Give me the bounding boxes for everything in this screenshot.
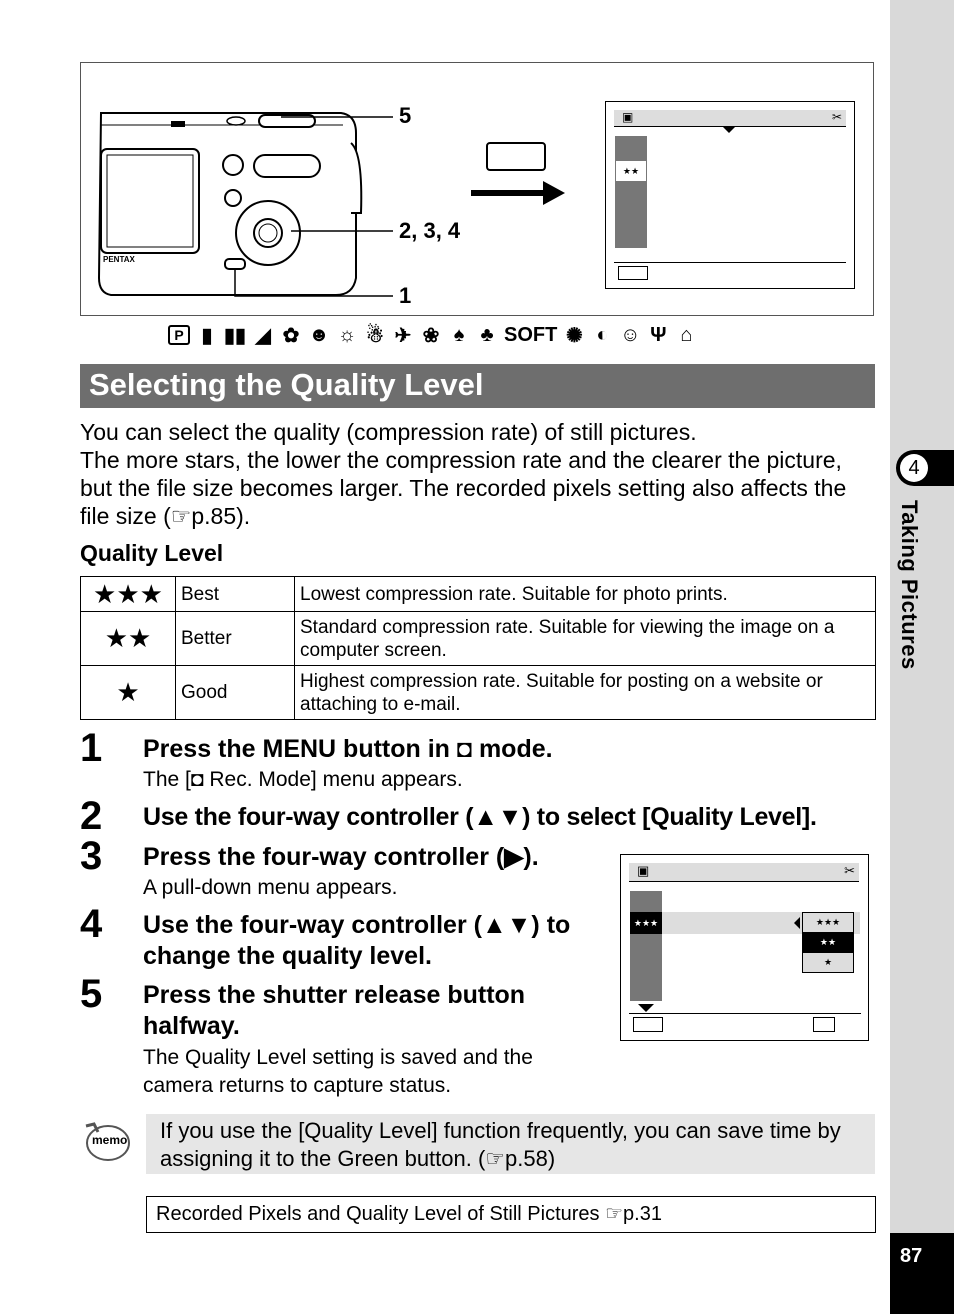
- camera-icon: ▣: [637, 863, 650, 878]
- stars-cell: ★★: [81, 612, 176, 666]
- reference-text: Recorded Pixels and Quality Level of Still Pictures ☞p.31: [156, 1203, 662, 1225]
- mode-icon: ✈: [394, 324, 412, 347]
- mode-icon: ✿: [282, 324, 300, 347]
- mode-icon: ▮▮: [224, 324, 247, 347]
- mode-icon: Ψ: [650, 323, 667, 346]
- intro-paragraph: [80, 418, 880, 530]
- mode-icon: P: [168, 325, 190, 345]
- setup-icon: ✂: [844, 863, 855, 878]
- name-cell: Better: [176, 612, 295, 666]
- step-5-number: 5: [80, 972, 103, 1016]
- step-3-text: Press the four-way controller (▶).: [143, 843, 539, 871]
- mode-icon: ◐: [596, 323, 609, 346]
- step-5-text: Press the shutter release button halfway.: [143, 981, 526, 1040]
- camera-icon: ▣: [622, 110, 634, 124]
- chapter-number-tab: [896, 450, 954, 486]
- step-2-text: Use the four-way controller (▲▼) to select [Quality Level].: [143, 803, 817, 831]
- mode-icon: ⌂: [680, 323, 693, 346]
- mode-icons-row: [168, 320, 874, 350]
- quality-option-1: ★: [802, 952, 854, 973]
- menu-screen-2-current: ★★★: [630, 912, 662, 934]
- menu-screen-2-button-right: [813, 1017, 835, 1032]
- step-3-number: 3: [80, 834, 103, 878]
- mode-icon: ✺: [565, 324, 583, 347]
- camera-illustration: [80, 62, 874, 316]
- table-row: [81, 612, 876, 666]
- mode-icon: SOFT: [504, 323, 558, 346]
- menu-screen-2-titlebar: [629, 863, 859, 882]
- menu-screen-1: [605, 101, 855, 289]
- mode-icon: ☼: [337, 323, 357, 346]
- mode-icon: ☻: [308, 323, 330, 346]
- mode-icon: ☺: [620, 323, 641, 346]
- mode-icon: ▮: [201, 324, 213, 347]
- menu-screen-2: [620, 854, 869, 1041]
- callout-5: 5: [399, 103, 412, 128]
- stars-cell: ★: [81, 666, 176, 720]
- callout-1: 1: [399, 283, 412, 308]
- memo-text: If you use the [Quality Level] function frequently, you can save time by assigning it to the Green button. (☞p.58): [160, 1118, 841, 1171]
- section-heading-bar: [80, 364, 875, 408]
- name-cell: Best: [176, 577, 295, 612]
- callout-2-3-4: 2, 3, 4: [399, 218, 461, 243]
- mode-icon: ❀: [422, 324, 440, 347]
- pentax-brand-text: PENTAX: [103, 255, 135, 264]
- mode-icon: ♣: [480, 323, 494, 346]
- quality-option-2: ★★: [802, 932, 854, 953]
- menu-screen-1-titlebar: [614, 110, 846, 127]
- step-4-number: 4: [80, 902, 103, 946]
- step-5-sub: The Quality Level setting is saved and the camera returns to capture status.: [143, 1046, 533, 1097]
- menu-screen-2-sidebar: [630, 891, 662, 1001]
- reference-box: [146, 1196, 876, 1233]
- quality-option-3: ★★★: [802, 912, 854, 933]
- menu-screen-2-button-left: [633, 1017, 663, 1032]
- quality-level-title: Quality Level: [80, 540, 224, 566]
- stars-cell: ★★★: [81, 577, 176, 612]
- down-arrow-icon: [722, 126, 736, 133]
- step-2-number: 2: [80, 794, 103, 838]
- chapter-title: [884, 500, 934, 700]
- intro-line-1: You can select the quality (compression rate) of still pictures.: [80, 419, 697, 445]
- menu-screen-1-button: [618, 266, 648, 280]
- memo-icon-label: memo: [92, 1133, 128, 1147]
- left-arrow-icon: [794, 917, 800, 929]
- mode-icon: ◢: [255, 324, 271, 347]
- menu-screen-1-sidebar: [615, 136, 647, 248]
- name-cell: Good: [176, 666, 295, 720]
- step-1-text: Press the MENU button in ◘ mode.: [143, 735, 553, 763]
- chapter-number: 4: [900, 454, 928, 482]
- down-triangle-icon: [638, 1004, 654, 1012]
- desc-cell: Highest compression rate. Suitable for posting on a website or attaching to e-mail.: [295, 666, 876, 720]
- section-heading: Selecting the Quality Level: [89, 367, 484, 402]
- memo-box: [146, 1114, 875, 1174]
- menu-screen-2-bottom: [629, 1013, 861, 1014]
- quality-table: [80, 576, 876, 720]
- step-1-sub: The [◘ Rec. Mode] menu appears.: [143, 768, 463, 791]
- desc-cell: Standard compression rate. Suitable for viewing the image on a computer screen.: [295, 612, 876, 666]
- setup-icon: ✂: [831, 110, 842, 124]
- page-number-box: [890, 1233, 954, 1314]
- menu-screen-1-star-row: ★★: [615, 160, 647, 182]
- intro-line-2: The more stars, the lower the compression rate and the clearer the picture, but the file size becomes larger. The recorded pixels setting also affects the file size (☞p.85).: [80, 447, 847, 529]
- memo-icon: [82, 1120, 130, 1162]
- table-row: [81, 666, 876, 720]
- mode-icon: ☃: [366, 324, 384, 347]
- step-1-number: 1: [80, 726, 103, 770]
- mode-icon: ♠: [453, 323, 465, 346]
- page-number: 87: [900, 1245, 923, 1267]
- desc-cell: Lowest compression rate. Suitable for photo prints.: [295, 577, 876, 612]
- table-row: [81, 577, 876, 612]
- chapter-title-text: Taking Pictures: [897, 500, 922, 670]
- menu-screen-1-bottom: [614, 262, 846, 263]
- step-3-sub: A pull-down menu appears.: [143, 876, 398, 899]
- step-4-text: Use the four-way controller (▲▼) to change the quality level.: [143, 911, 571, 970]
